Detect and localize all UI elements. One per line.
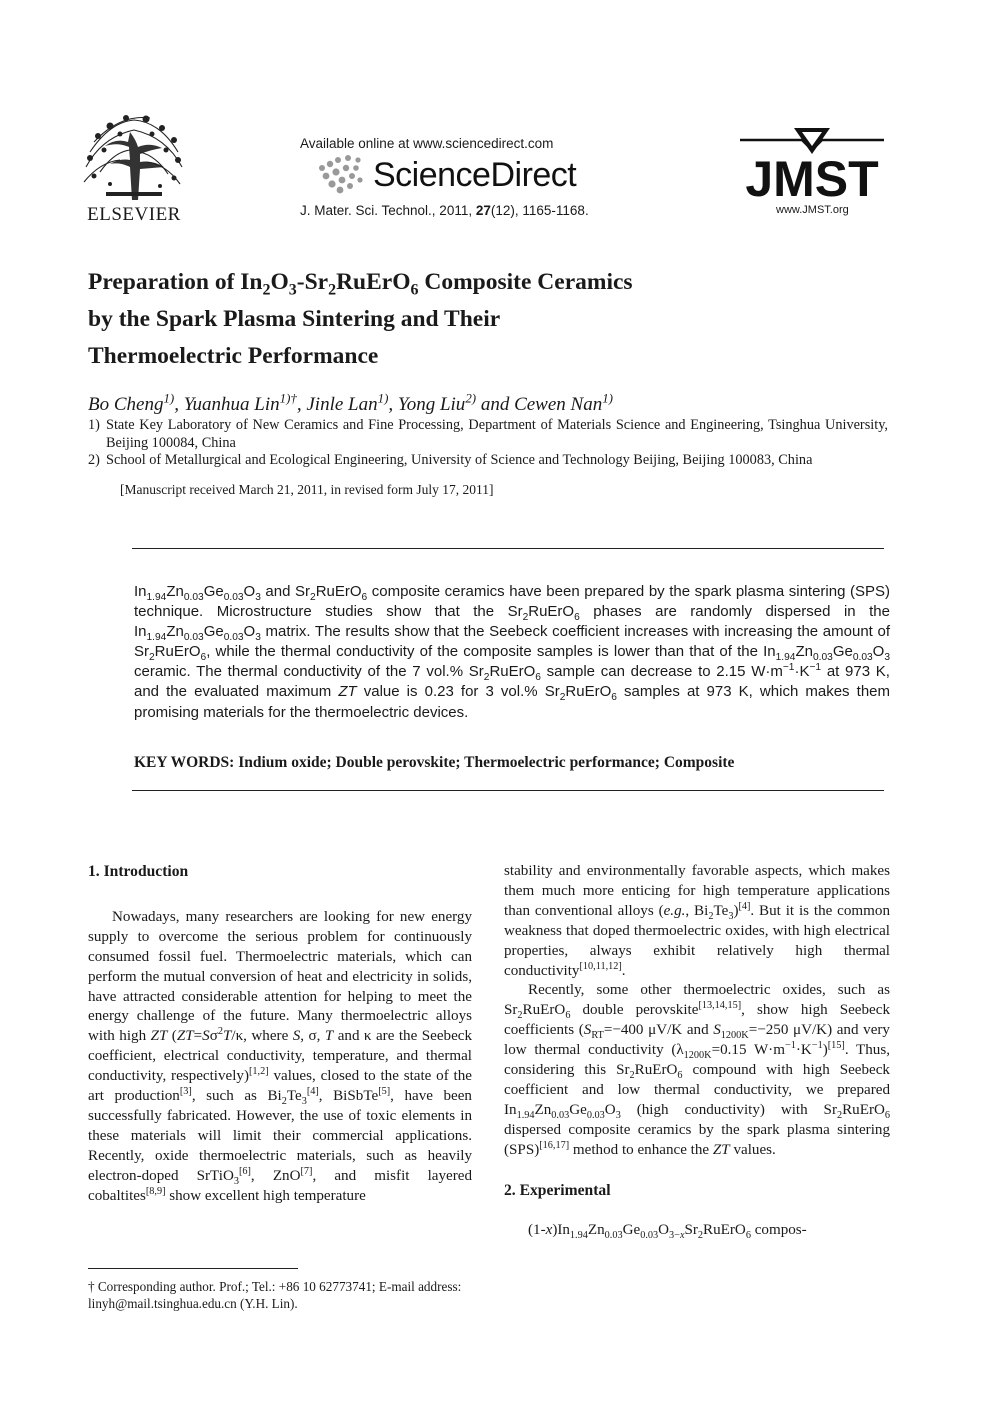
paper-title (88, 264, 788, 375)
footnote-rule (88, 1268, 298, 1269)
affiliation-1 (88, 417, 888, 452)
intro-paragraph-1-continued: stability and environmentally favorable aspects, which makes them much more enticing for high temperature applications than conventional alloys (e.g., $Bi_2Te_3)[4]$. But it is the common weakness that doped thermoelectric oxides, with high electrical properties, always exhibit relatively high thermal conductivity[10,11,12]. (504, 863, 891, 979)
journal-citation (300, 203, 589, 218)
author-list: Bo Cheng$^{1)}$, Yuanhua Lin$^{1)\dagger}$, Jinle Lan$^{1)}$, Yong Liu$^{2)}$ and Cewen Nan$^{1)}$ (88, 390, 613, 415)
experimental-paragraph-1: $(1-x)In_{1.94}Zn_{0.03}Ge_{0.03}O_{3-x}Sr_2RuErO_6$ compos- (528, 1221, 807, 1241)
jmst-logo-text: JMST (745, 151, 879, 202)
elsevier-tree-icon (80, 112, 188, 202)
affiliation-text: State Key Laboratory of New Ceramics and Fine Processing, Department of Materials Science and Engineering, Tsinghua University, Beijing 100084, China (106, 417, 888, 451)
journal-issue-pages: (12), 1165-1168. (490, 203, 589, 218)
affiliation-number: 1) (88, 417, 100, 433)
intro-paragraph-1: Nowadays, many researchers are looking for new energy supply to overcome the serious problem for continuously consumed fossil fuel. Thermoelectric materials, which can perform the mutual conversion of heat and electricity in solids, have attracted considerable attention for helping to meet the energy challenge of the future. Many thermoelectric alloys with high ZT ($ZT=S\sigma^2T/\kappa$, where S, σ, T and κ are the Seebeck coefficient, electrical conductivity, temperature, and thermal conductivity, respectively)[1,2] values, closed to the state of the art production[3], such as $Bi_2Te_3[4]$, BiSbTe[5], have been successfully fabricated. However, the use of toxic elements in these materials will limit their commercial applications. Recently, oxide thermoelectric materials, such as heavily electron-doped SrTiO$_3$[6], ZnO[7], and misfit layered cobaltites[8,9] show excellent high temperature (88, 908, 473, 1204)
divider-bottom (132, 790, 884, 791)
divider-top (132, 548, 884, 549)
footnote-corresponding-author: † Corresponding author. Prof.; Tel.: +86 10 62773741; E-mail address: linyh@mail.tsinghua.edu.cn (Y.H. Lin). (88, 1279, 462, 1311)
affiliation-number: 2) (88, 452, 100, 468)
elsevier-label: ELSEVIER (87, 204, 181, 225)
intro-paragraph-2: Recently, some other thermoelectric oxides, such as $Sr_2RuErO_6$ double perovskite[13,14,15], show high Seebeck coefficients ($S_{RT}=-400$ μV/K and $S_{1200K}=-250$ μV/K) and very low thermal conductivity ($\lambda_{1200K}=0.15$ $W\cdot m^{-1}\cdot K^{-1})[15]$. Thus, considering this $Sr_2RuErO_6$ compound with high Seebeck coefficient and low thermal conductivity, we prepared $In_{1.94}Zn_{0.03}Ge_{0.03}O_3$ (high conductivity) with $Sr_2RuErO_6$ dispersed composite ceramics by the spark plasma sintering (SPS)[16,17] method to enhance the ZT values. (504, 982, 890, 1158)
sciencedirect-logo (318, 154, 598, 200)
sciencedirect-name: ScienceDirect (373, 156, 577, 194)
column-left (88, 862, 472, 1207)
column-right (504, 862, 890, 1240)
sciencedirect-dots-icon (318, 154, 372, 200)
jmst-emblem-icon (736, 124, 888, 202)
title-line-2: by the Spark Plasma Sintering and Their (88, 306, 501, 332)
affiliation-2 (88, 452, 888, 470)
journal-volume: 27 (475, 203, 491, 218)
title-line-3: Thermoelectric Performance (88, 343, 379, 369)
keywords: KEY WORDS: Indium oxide; Double perovskite; Thermoelectric performance; Composite (134, 754, 735, 771)
abstract: $In_{1.94}Zn_{0.03}Ge_{0.03}O_3$ and $Sr_2RuErO_6$ composite ceramics have been prepared by the spark plasma sintering (SPS) technique. Microstructure studies show that the $Sr_2RuErO_6$ phases are randomly dispersed in the $In_{1.94}Zn_{0.03}Ge_{0.03}O_3$ matrix. The results show that the Seebeck coefficient increases with increasing the amount of $Sr_2RuErO_6$, while the thermal conductivity of the composite samples is lower than that of the $In_{1.94}Zn_{0.03}Ge_{0.03}O_3$ ceramic. The thermal conductivity of the 7 vol.% $Sr_2RuErO_6$ sample can decrease to 2.15 $W\cdot m^{-1}\cdot K^{-1}$ at 973 K, and the evaluated maximum ZT value is 0.23 for 3 vol.% $Sr_2RuErO_6$ samples at 973 K, which makes them promising materials for the thermoelectric devices. (134, 583, 890, 721)
section-heading-experimental: 2. Experimental (504, 1181, 611, 1199)
manuscript-dates: [Manuscript received March 21, 2011, in revised form July 17, 2011] (120, 482, 494, 497)
jmst-logo (736, 124, 888, 202)
journal-abbr: J. Mater. Sci. Technol., 2011, (300, 203, 476, 218)
section-heading-introduction: 1. Introduction (88, 863, 189, 880)
affiliation-text: School of Metallurgical and Ecological Engineering, University of Science and Technology Beijing, Beijing 100083, China (106, 452, 813, 468)
jmst-url: www.JMST.org (776, 204, 849, 216)
available-online-text: Available online at www.sciencedirect.com (300, 136, 554, 151)
elsevier-logo (80, 112, 188, 230)
title-line-1: Preparation of $In_2O_3-Sr_2RuErO_6$ Composite Ceramics (88, 269, 633, 299)
